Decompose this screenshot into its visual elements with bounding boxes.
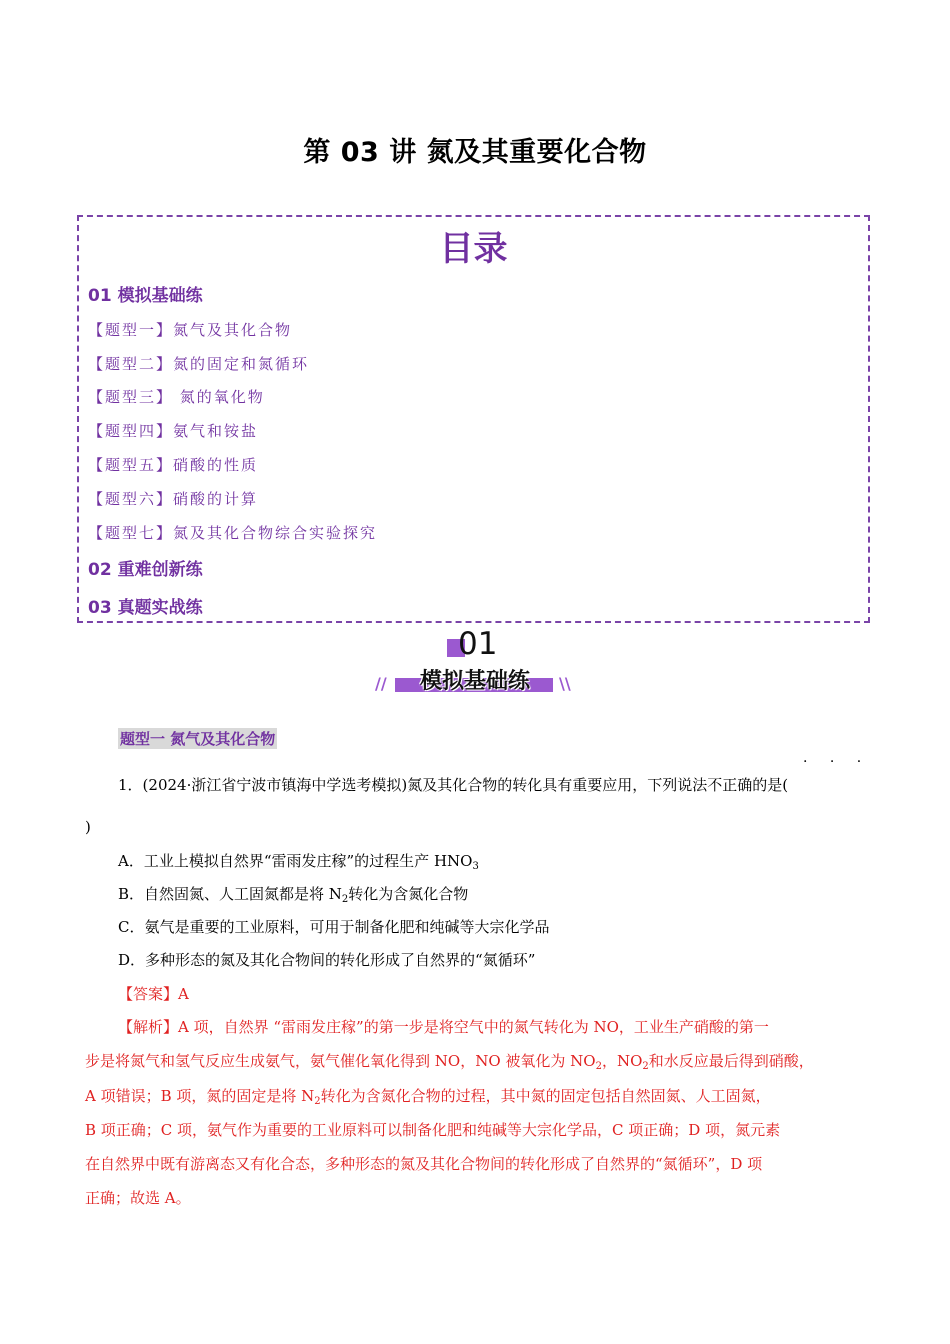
analysis-line-3-b: 转化为含氮化合物的过程，其中氮的固定包括自然固氮、人工固氮， <box>320 1087 771 1105</box>
analysis-line-2 <box>85 1050 814 1072</box>
toc-section-simulation[interactable]: 01 模拟基础练 <box>88 286 203 306</box>
toc-item-type-4[interactable]: 【题型四】氨气和铵盐 <box>88 422 259 440</box>
option-a-text: A．工业上模拟自然界“雷雨发庄稼”的过程生产 HNO <box>118 852 473 870</box>
analysis-line-5: 在自然界中既有游离态又有化合态，多种形态的氮及其化合物间的转化形成了自然界的“氮循环”，D 项 <box>85 1155 763 1173</box>
section-badge <box>375 626 575 702</box>
option-d: D．多种形态的氮及其化合物间的转化形成了自然界的“氮循环” <box>118 951 536 969</box>
badge-label: 模拟基础练 <box>419 669 530 694</box>
toc-heading: 目录 <box>439 229 508 269</box>
option-b-text-end: 转化为含氮化合物 <box>348 885 469 903</box>
analysis-line-3-a: A 项错误；B 项，氮的固定是将 N <box>85 1087 315 1105</box>
badge-right-slash: \\ <box>559 674 571 693</box>
option-b-text: B．自然固氮、人工固氮都是将 N <box>118 885 342 903</box>
badge-number: 01 <box>458 626 498 662</box>
emphasis-dots: · · · <box>803 754 871 770</box>
analysis-line-6: 正确；故选 A。 <box>85 1189 191 1207</box>
analysis-line-2-c: 和水反应最后得到硝酸， <box>648 1052 814 1070</box>
toc-item-type-2[interactable]: 【题型二】氮的固定和氮循环 <box>88 355 310 373</box>
option-a-subscript: 3 <box>472 861 479 872</box>
question-stem-close: ) <box>85 818 91 836</box>
toc-item-type-6[interactable]: 【题型六】硝酸的计算 <box>88 490 259 508</box>
toc-item-type-5[interactable]: 【题型五】硝酸的性质 <box>88 456 259 474</box>
question-type-label: 题型一 氮气及其化合物 <box>120 730 276 748</box>
option-b-subscript: 2 <box>341 894 349 905</box>
table-of-contents <box>77 215 870 623</box>
analysis-line-2-b: ，NO <box>601 1052 643 1070</box>
analysis-line-3 <box>85 1085 771 1107</box>
document-title: 第 03 讲 氮及其重要化合物 <box>303 137 647 168</box>
badge-left-slash: // <box>375 674 387 693</box>
answer: 【答案】A <box>118 985 189 1003</box>
analysis-sub-2: 2 <box>642 1061 649 1072</box>
analysis-line-2-a: 步是将氮气和氢气反应生成氨气，氨气催化氧化得到 NO，NO 被氧化为 NO <box>85 1052 596 1070</box>
analysis-line-1: 【解析】A 项，自然界 “雷雨发庄稼”的第一步是将空气中的氮气转化为 NO，工业生产硝酸的第一 <box>118 1018 769 1036</box>
question-stem: 1．(2024·浙江省宁波市镇海中学选考模拟)氮及其化合物的转化具有重要应用，下列说法不正确的是( <box>118 776 789 794</box>
toc-item-type-7[interactable]: 【题型七】氮及其化合物综合实验探究 <box>88 524 378 542</box>
analysis-line-4: B 项正确；C 项，氨气作为重要的工业原料可以制备化肥和纯碱等大宗化学品，C 项正确；D 项，氮元素 <box>85 1121 781 1139</box>
analysis-sub-1: 2 <box>595 1061 602 1072</box>
toc-section-real-exam[interactable]: 03 真题实战练 <box>88 598 203 618</box>
analysis-sub-3: 2 <box>314 1096 321 1107</box>
option-b <box>118 883 468 905</box>
toc-item-type-1[interactable]: 【题型一】氮气及其化合物 <box>88 321 293 339</box>
option-a <box>118 850 479 872</box>
toc-section-difficult[interactable]: 02 重难创新练 <box>88 560 203 580</box>
toc-item-type-3[interactable]: 【题型三】 氮的氧化物 <box>88 388 265 406</box>
option-c: C．氨气是重要的工业原料，可用于制备化肥和纯碱等大宗化学品 <box>118 918 550 936</box>
